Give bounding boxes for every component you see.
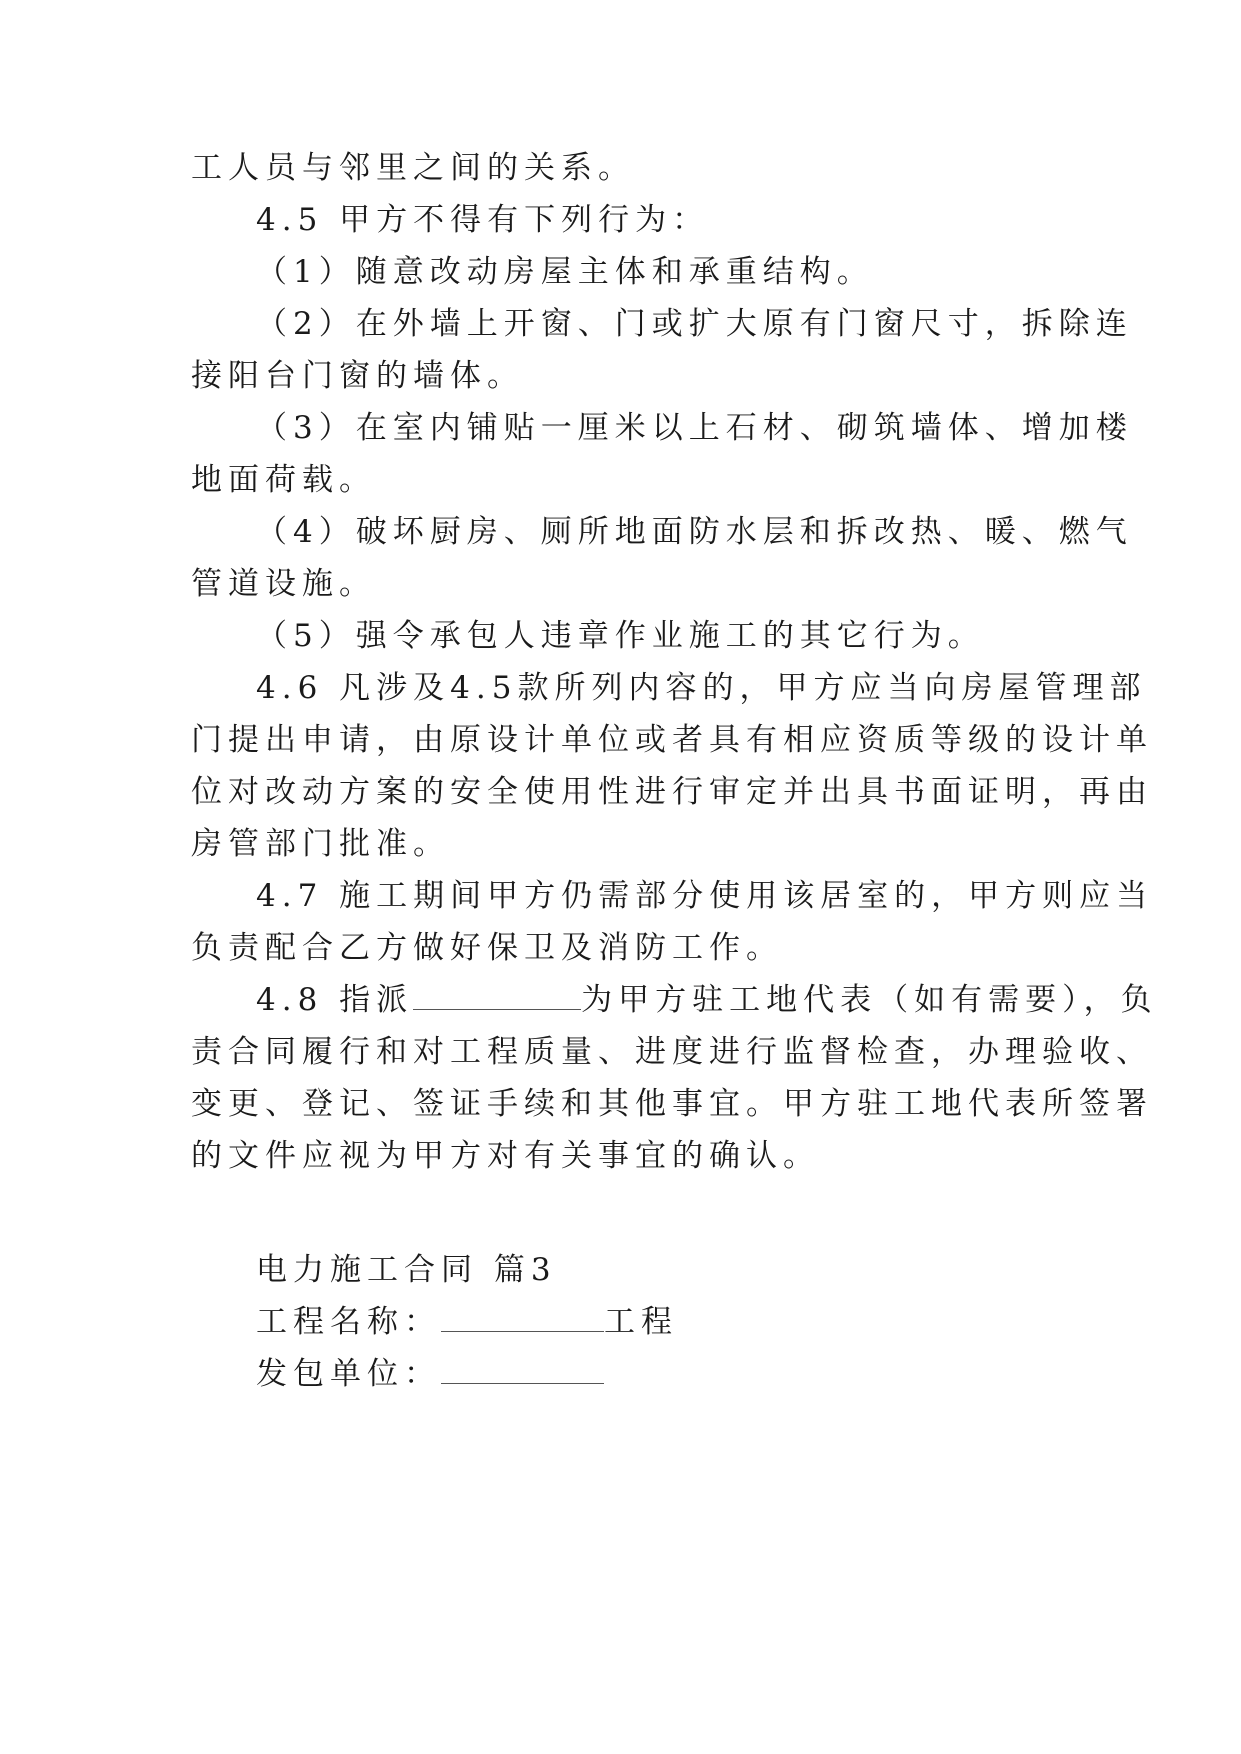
- representative-blank: [413, 981, 581, 1010]
- project-name-label: 工程名称：: [256, 1304, 441, 1340]
- clause-4-7: 4.7 施工期间甲方仍需部分使用该居室的，甲方则应当: [256, 878, 1154, 914]
- project-name-blank: [441, 1303, 604, 1332]
- clause-4-6: 4.6 凡涉及4.5款所列内容的，甲方应当向房屋管理部: [256, 670, 1147, 706]
- text-line: 的文件应视为甲方对有关事宜的确认。: [191, 1138, 820, 1174]
- contractor-blank: [441, 1355, 604, 1384]
- text-line: 位对改动方案的安全使用性进行审定并出具书面证明，再由: [191, 774, 1153, 810]
- text-line: 房管部门批准。: [191, 826, 450, 862]
- clause-4-8-prefix: 4.8 指派: [256, 982, 414, 1018]
- text-line: 管道设施。: [191, 566, 376, 602]
- list-item: （2）在外墙上开窗、门或扩大原有门窗尺寸，拆除连: [256, 306, 1133, 342]
- clause-4-8-suffix: 为甲方驻工地代表（如有需要），负: [581, 982, 1158, 1018]
- clause-4-5-heading: 4.5 甲方不得有下列行为：: [256, 202, 710, 238]
- text-line: 地面荷载。: [191, 462, 376, 498]
- text-line: 门提出申请，由原设计单位或者具有相应资质等级的设计单: [191, 722, 1153, 758]
- list-item: （4）破坏厨房、厕所地面防水层和拆改热、暖、燃气: [256, 514, 1133, 550]
- list-item: （5）强令承包人违章作业施工的其它行为。: [256, 618, 985, 654]
- contractor-label: 发包单位：: [256, 1356, 441, 1392]
- text-line: 责合同履行和对工程质量、进度进行监督检查，办理验收、: [191, 1034, 1153, 1070]
- list-item: （1）随意改动房屋主体和承重结构。: [256, 254, 874, 290]
- text-line: 接阳台门窗的墙体。: [191, 358, 524, 394]
- text-line: 负责配合乙方做好保卫及消防工作。: [191, 930, 783, 966]
- project-name-suffix: 工程: [604, 1304, 678, 1340]
- text-line: 工人员与邻里之间的关系。: [191, 150, 635, 186]
- project-name-field: [256, 1302, 678, 1342]
- text-line: 变更、登记、签证手续和其他事宜。甲方驻工地代表所签署: [191, 1086, 1153, 1122]
- contractor-field: [256, 1354, 604, 1394]
- section-title: 电力施工合同 篇3: [256, 1252, 557, 1288]
- clause-4-8: [256, 980, 1158, 1020]
- list-item: （3）在室内铺贴一厘米以上石材、砌筑墙体、增加楼: [256, 410, 1133, 446]
